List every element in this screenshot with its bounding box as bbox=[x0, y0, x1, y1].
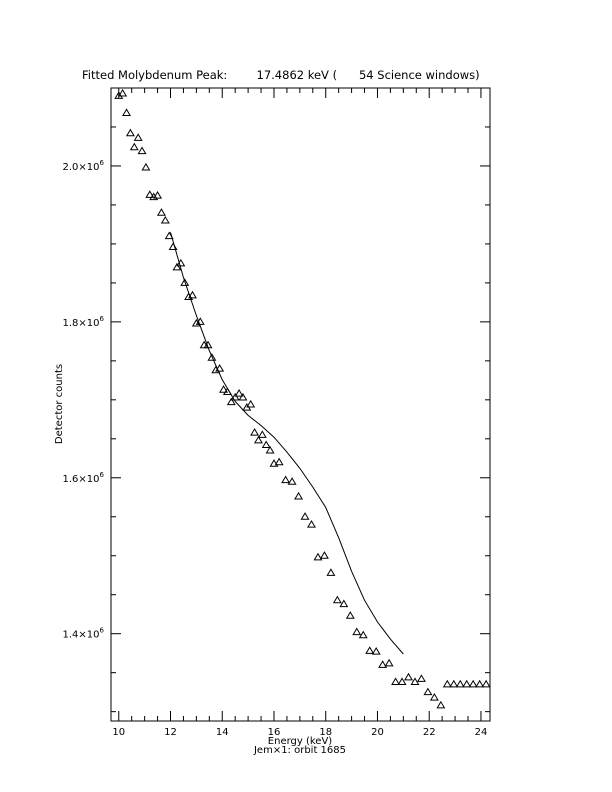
data-point bbox=[373, 648, 380, 654]
axis-ticks bbox=[111, 88, 490, 721]
y-tick-label: $1.8\times 10^6$ bbox=[62, 314, 104, 329]
data-point bbox=[301, 513, 308, 519]
data-point bbox=[138, 148, 145, 154]
x-axis-title: Energy (keV) bbox=[267, 736, 333, 747]
data-point bbox=[295, 493, 302, 499]
data-point bbox=[321, 552, 328, 558]
y-tick-label: $2.0\times 10^6$ bbox=[62, 158, 104, 173]
data-point bbox=[450, 681, 457, 687]
data-point bbox=[142, 164, 149, 170]
data-point bbox=[123, 109, 130, 115]
data-point bbox=[259, 431, 266, 437]
data-point bbox=[169, 243, 176, 249]
data-point bbox=[353, 629, 360, 635]
y-tick-label: $1.6\times 10^6$ bbox=[62, 470, 104, 485]
data-point bbox=[127, 130, 134, 136]
data-point bbox=[457, 681, 464, 687]
data-point bbox=[418, 675, 425, 681]
data-point bbox=[398, 678, 405, 684]
x-tick-label: 20 bbox=[371, 727, 384, 738]
data-point bbox=[327, 569, 334, 575]
x-tick-label: 12 bbox=[164, 727, 177, 738]
data-point bbox=[276, 459, 283, 465]
x-tick-label: 24 bbox=[474, 727, 488, 738]
data-point bbox=[392, 678, 399, 684]
data-point bbox=[251, 429, 258, 435]
data-point bbox=[334, 597, 341, 603]
data-point bbox=[424, 689, 431, 695]
data-point bbox=[463, 681, 470, 687]
data-point bbox=[476, 681, 483, 687]
data-point bbox=[347, 612, 354, 618]
data-point bbox=[135, 134, 142, 140]
data-point bbox=[263, 441, 270, 447]
fit-curve-layer bbox=[171, 232, 404, 654]
x-tick-label: 22 bbox=[422, 727, 436, 738]
data-point bbox=[437, 702, 444, 708]
fit-curve bbox=[171, 232, 404, 654]
data-point bbox=[235, 390, 242, 396]
data-point bbox=[119, 90, 126, 96]
y-tick-label: $1.4\times 10^6$ bbox=[62, 626, 104, 641]
data-point bbox=[247, 401, 254, 407]
plot-caption: Jem×1: orbit 1685 bbox=[253, 745, 347, 756]
x-tick-label: 18 bbox=[319, 727, 333, 738]
x-tick-label: 14 bbox=[215, 727, 229, 738]
data-point bbox=[444, 681, 451, 687]
data-point bbox=[470, 681, 477, 687]
data-point bbox=[366, 647, 373, 653]
data-point bbox=[131, 144, 138, 150]
data-point bbox=[239, 394, 246, 400]
data-point bbox=[158, 209, 165, 215]
data-point bbox=[340, 600, 347, 606]
data-point bbox=[379, 661, 386, 667]
y-tick-labels bbox=[63, 159, 105, 641]
data-point bbox=[314, 554, 321, 560]
data-point bbox=[282, 477, 289, 483]
y-axis-title: Detector counts bbox=[54, 363, 65, 445]
data-point bbox=[386, 660, 393, 666]
x-tick-label: 16 bbox=[267, 727, 281, 738]
data-point bbox=[405, 674, 412, 680]
chart-title: Fitted Molybdenum Peak: 17.4862 keV ( 54 Science windows) bbox=[82, 68, 480, 82]
data-point bbox=[288, 478, 295, 484]
plot-frame bbox=[111, 88, 490, 721]
data-point bbox=[308, 521, 315, 527]
data-point bbox=[162, 217, 169, 223]
x-tick-label: 10 bbox=[112, 727, 126, 738]
data-point bbox=[483, 681, 490, 687]
data-points-layer bbox=[115, 90, 490, 708]
